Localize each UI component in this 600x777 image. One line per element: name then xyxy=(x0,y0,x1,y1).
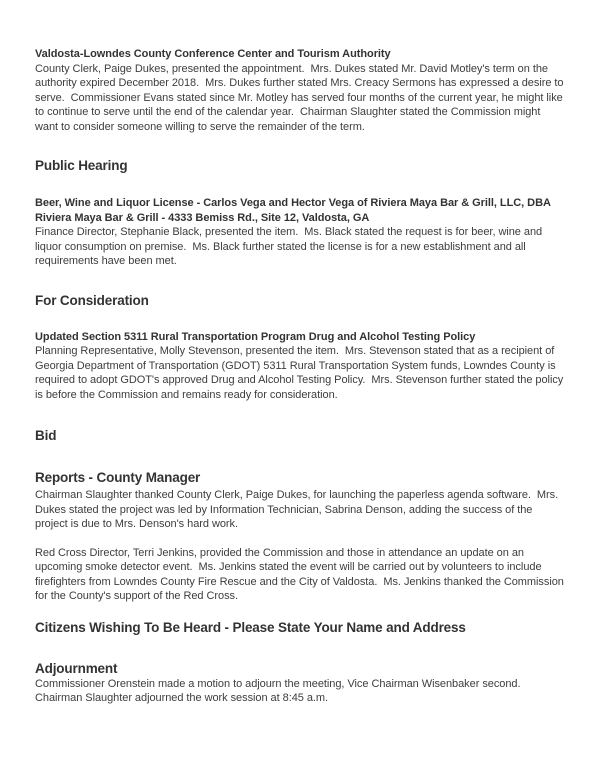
heading-for-consideration: For Consideration xyxy=(35,292,149,308)
para-liquor-license: Finance Director, Stephanie Black, presented the item. Ms. Black stated the request is for beer, wine and liquor consumption on premise. Ms. Black further stated the license is for a new establishment and all requirements have been met. xyxy=(35,226,546,267)
heading-adjournment: Adjournment xyxy=(35,660,118,676)
heading-public-hearing: Public Hearing xyxy=(35,158,128,173)
para-tourism-authority: County Clerk, Paige Dukes, presented the appointment. Mrs. Dukes stated Mr. David Motley's term on the authority expired December 2018. Mrs. Dukes further stated Mrs. Creacy Sermons has expressed a desire to serve. Commissioner Evans stated since Mr. Motley has served four months of the current year, he might like to continue to serve until the end of the calendar year. Chairman Slaughter stated the Commission might want to consider someone willing to serve the remainder of the term. xyxy=(35,62,567,133)
heading-reports-county-manager: Reports - County Manager xyxy=(35,470,201,485)
para-paperless-agenda: Chairman Slaughter thanked County Clerk, Paige Dukes, for launching the paperless agenda software. Mrs. Dukes stated the project was led by Information Technician, Sabrina Denson, adding the success of the project is due to Mrs. Denson's hard work. xyxy=(35,489,562,530)
para-5311-policy: Planning Representative, Molly Stevenson, presented the item. Mrs. Stevenson stated that as a recipient of Georgia Department of Transportation (GDOT) 5311 Rural Transportation System funds, Lowndes County is required to adopt GDOT's approved Drug and Alcohol Testing Policy. Mrs. Stevenson further stated the policy is before the Commission and remains ready for consideration. xyxy=(35,345,567,401)
para-red-cross: Red Cross Director, Terri Jenkins, provided the Commission and those in attendance an update on an upcoming smoke detector event. Ms. Jenkins stated the event will be carried out by volunteers to include firefighters from Lowndes County Fire Rescue and the City of Valdosta. Ms. Jenkins thanked the Commission for the County's support of the Red Cross. xyxy=(35,546,567,602)
para-adjournment: Commissioner Orenstein made a motion to adjourn the meeting, Vice Chairman Wisenbaker second. Chairman Slaughter adjourned the work session at 8:45 a.m. xyxy=(35,677,524,704)
heading-citizens-to-be-heard: Citizens Wishing To Be Heard - Please State Your Name and Address xyxy=(35,619,466,635)
heading-tourism-authority: Valdosta-Lowndes County Conference Center and Tourism Authority xyxy=(35,48,391,60)
heading-bid: Bid xyxy=(35,428,57,443)
heading-liquor-license: Beer, Wine and Liquor License - Carlos Vega and Hector Vega of Riviera Maya Bar & Grill, LLC, DBA Riviera Maya Bar & Grill - 4333 Bemiss Rd., Site 12, Valdosta, GA xyxy=(35,197,554,224)
heading-5311-policy: Updated Section 5311 Rural Transportation Program Drug and Alcohol Testing Policy xyxy=(35,330,476,343)
